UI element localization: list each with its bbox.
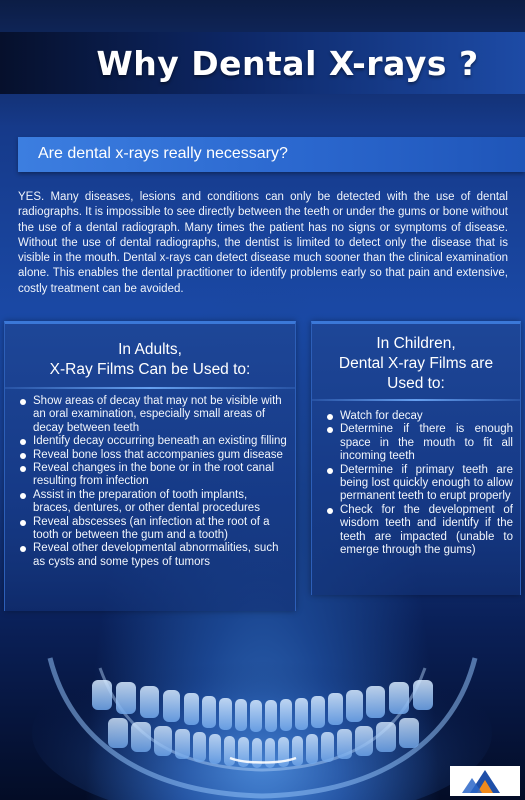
list-item: Watch for decay <box>323 410 513 423</box>
adults-panel <box>4 321 296 611</box>
page-title: Why Dental X-rays ? <box>96 44 479 83</box>
adults-heading-line2: X-Ray Films Can be Used to: <box>49 361 251 378</box>
children-panel <box>311 321 521 595</box>
list-item: Show areas of decay that may not be visible with an oral examination, especially small areas of decay between teeth <box>16 395 288 435</box>
list-item: Identify decay occurring beneath an existing filling <box>16 435 288 448</box>
adults-heading <box>5 340 295 380</box>
question-heading: Are dental x-rays really necessary? <box>38 145 288 162</box>
children-heading-line1: In Children, <box>376 335 456 352</box>
children-heading <box>312 334 520 394</box>
list-item: Determine if primary teeth are being lost quickly enough to allow permanent teeth to erupt properly <box>323 464 513 504</box>
children-heading-line2: Dental X-ray Films are <box>338 355 494 372</box>
list-item: Reveal other developmental abnormalities, such as cysts and some types of tumors <box>16 542 288 569</box>
company-logo <box>450 766 520 796</box>
children-divider <box>312 399 520 401</box>
adults-list <box>16 395 288 569</box>
children-list <box>323 410 513 557</box>
list-item: Reveal changes in the bone or in the root canal resulting from infection <box>16 462 288 489</box>
list-item: Assist in the preparation of tooth implants, braces, dentures, or other dental procedures <box>16 489 288 516</box>
intro-paragraph: YES. Many diseases, lesions and conditions can only be detected with the use of dental radiographs. It is impossible to see directly between the teeth or under the gums or bone without the use of a dental radiograph. Many times the patient has no signs or symptoms of disease. Without the use of dental radiographs, the dentist is limited to detect only the disease that is visible in the mouth. Dental x-rays can detect disease much sooner than the clinical examination alone. This enables the dental practitioner to identify problems early so that pain and extensive, costly treatment can be avoided. <box>18 191 508 295</box>
list-item: Reveal bone loss that accompanies gum disease <box>16 449 288 462</box>
adults-heading-line1: In Adults, <box>118 341 182 358</box>
panoramic-xray-image <box>30 618 495 800</box>
logo-icon <box>450 766 520 796</box>
list-item: Check for the development of wisdom teeth and identify if the teeth are impacted (unable to emerge through the gums) <box>323 504 513 558</box>
adults-divider <box>5 387 295 389</box>
list-item: Reveal abscesses (an infection at the root of a tooth or between the gum and a tooth) <box>16 516 288 543</box>
list-item: Determine if there is enough space in the mouth to fit all incoming teeth <box>323 423 513 463</box>
children-heading-line3: Used to: <box>387 375 445 392</box>
